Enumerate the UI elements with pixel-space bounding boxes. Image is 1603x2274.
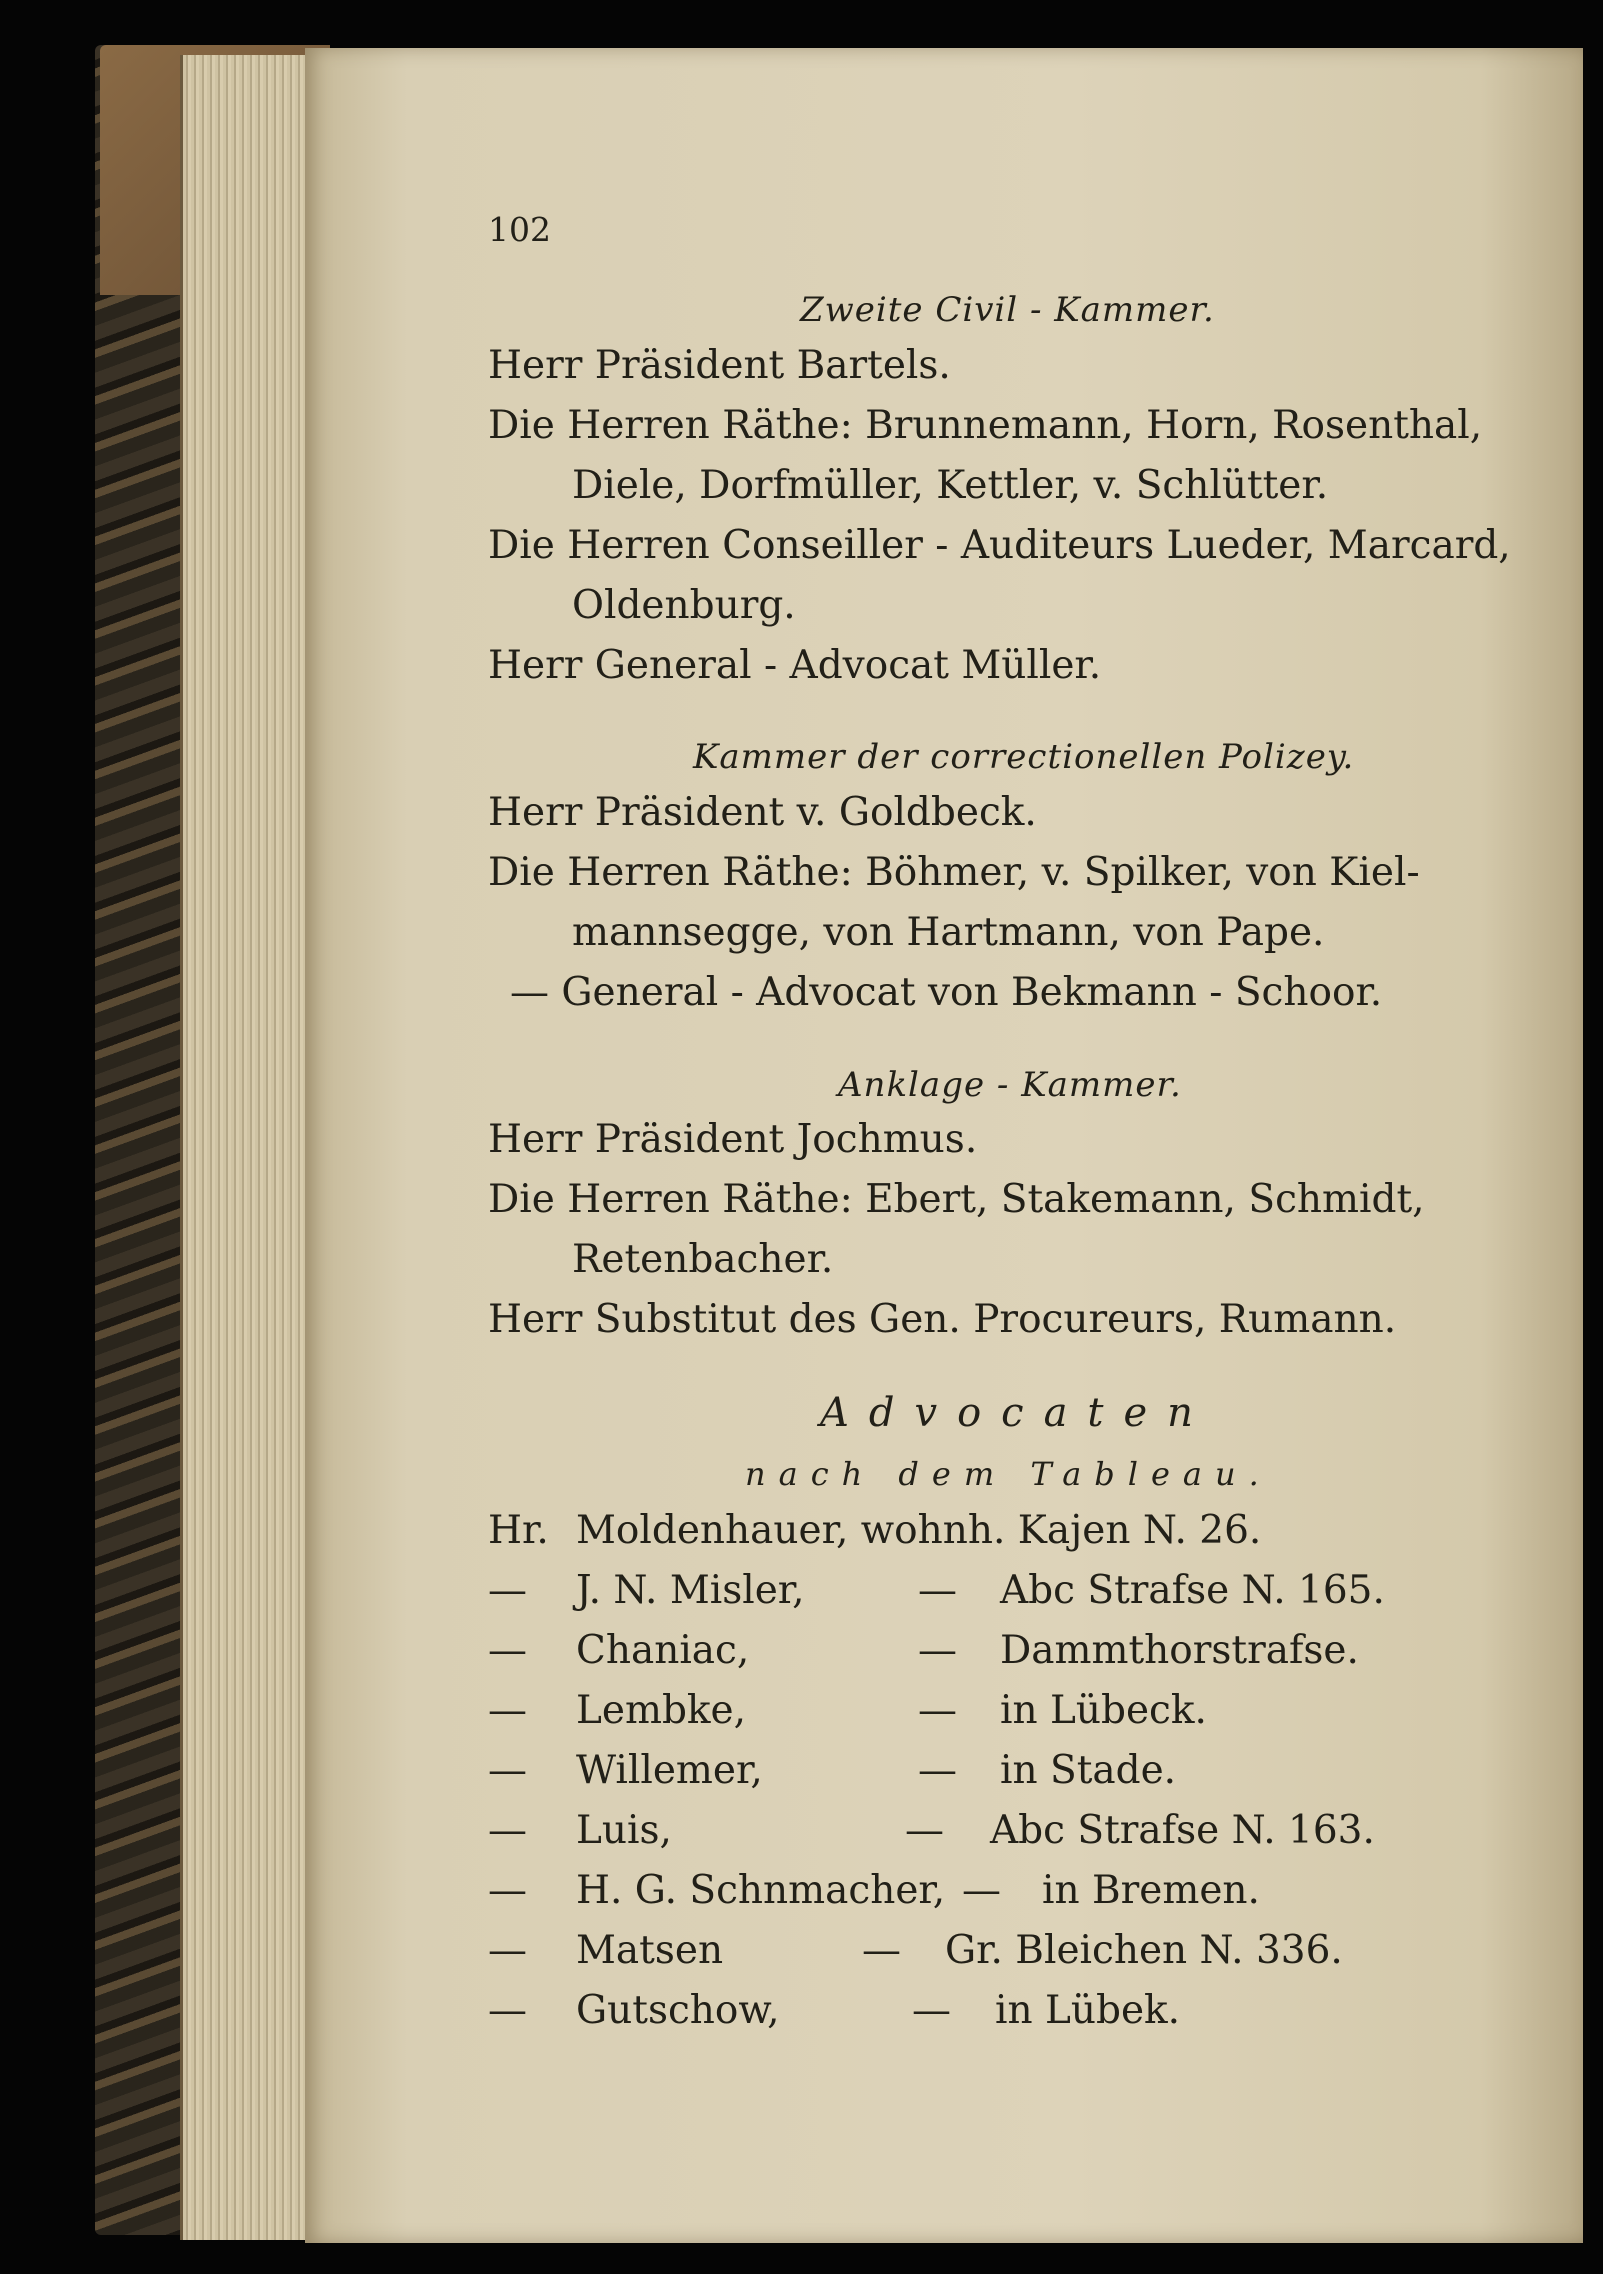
advocate-address: in Stade. [1000, 1748, 1177, 1793]
text-line: Die Herren Räthe: Brunnemann, Horn, Rosenthal, [488, 403, 1483, 448]
advocate-address: in Lübek. [995, 1988, 1181, 2033]
advocate-prefix: — [488, 1688, 527, 1733]
advocate-prefix: — [488, 1868, 527, 1913]
advocate-prefix: — [488, 1568, 527, 1613]
advocate-prefix: — [488, 1988, 527, 2033]
advocate-name: Gutschow, [576, 1988, 780, 2033]
advocate-prefix: — [488, 1808, 527, 1853]
text-line: Die Herren Räthe: Böhmer, v. Spilker, von Kiel- [488, 850, 1420, 895]
advocate-name: Matsen [576, 1928, 724, 1973]
page-number: 102 [488, 210, 551, 249]
advocate-name: J. N. Misler, [576, 1568, 805, 1613]
marbled-cover [95, 45, 185, 2235]
advocate-address: Dammthorstrafse. [1000, 1628, 1359, 1673]
advocate-name: Lembke, [576, 1688, 747, 1733]
advocate-dash: — [912, 1988, 951, 2033]
text-line: Retenbacher. [572, 1237, 834, 1282]
advocate-name: Moldenhauer, wohnh. Kajen N. 26. [576, 1508, 1262, 1553]
heading-zweite-civil: Zweite Civil - Kammer. [800, 290, 1215, 330]
advocate-address: in Lübeck. [1000, 1688, 1207, 1733]
advocate-dash: — [862, 1928, 901, 1973]
advocate-address: in Bremen. [1042, 1868, 1260, 1913]
advocate-dash: — [905, 1808, 944, 1853]
advocate-prefix: — [488, 1928, 527, 1973]
heading-anklage: Anklage - Kammer. [838, 1065, 1182, 1105]
advocate-address: Gr. Bleichen N. 336. [945, 1928, 1343, 1973]
advocate-dash: — [918, 1688, 957, 1733]
advocate-dash: — [918, 1748, 957, 1793]
advocate-name: Willemer, [576, 1748, 763, 1793]
advocate-prefix: — [488, 1628, 527, 1673]
page-edges [180, 55, 313, 2240]
text-line: Oldenburg. [572, 583, 796, 628]
advocate-prefix: — [488, 1748, 527, 1793]
advocate-address: Abc Strafse N. 165. [1000, 1568, 1385, 1613]
advocate-name: Chaniac, [576, 1628, 750, 1673]
advocate-dash: — [918, 1628, 957, 1673]
text-line: Herr Präsident Jochmus. [488, 1117, 978, 1162]
text-line: Diele, Dorfmüller, Kettler, v. Schlütter. [572, 463, 1329, 508]
text-line: Herr Substitut des Gen. Procureurs, Rumann. [488, 1297, 1397, 1342]
advocate-dash: — [918, 1568, 957, 1613]
text-line: Die Herren Räthe: Ebert, Stakemann, Schmidt, [488, 1177, 1425, 1222]
heading-advocaten: Advocaten [820, 1390, 1213, 1436]
advocate-dash: — [962, 1868, 1001, 1913]
text-line: Herr Präsident Bartels. [488, 343, 951, 388]
advocate-prefix: Hr. [488, 1508, 549, 1553]
text-line: Herr General - Advocat Müller. [488, 643, 1102, 688]
subheading-tableau: nach dem Tableau. [745, 1455, 1272, 1493]
advocate-address: Abc Strafse N. 163. [990, 1808, 1375, 1853]
text-line: Herr Präsident v. Goldbeck. [488, 790, 1037, 835]
heading-correctionellen: Kammer der correctionellen Polizey. [693, 737, 1355, 777]
advocate-name: Luis, [576, 1808, 672, 1853]
text-line: — General - Advocat von Bekmann - Schoor. [510, 970, 1383, 1015]
text-line: Die Herren Conseiller - Auditeurs Lueder, Marcard, [488, 523, 1511, 568]
advocate-name: H. G. Schnmacher, [576, 1868, 946, 1913]
text-line: mannsegge, von Hartmann, von Pape. [572, 910, 1325, 955]
